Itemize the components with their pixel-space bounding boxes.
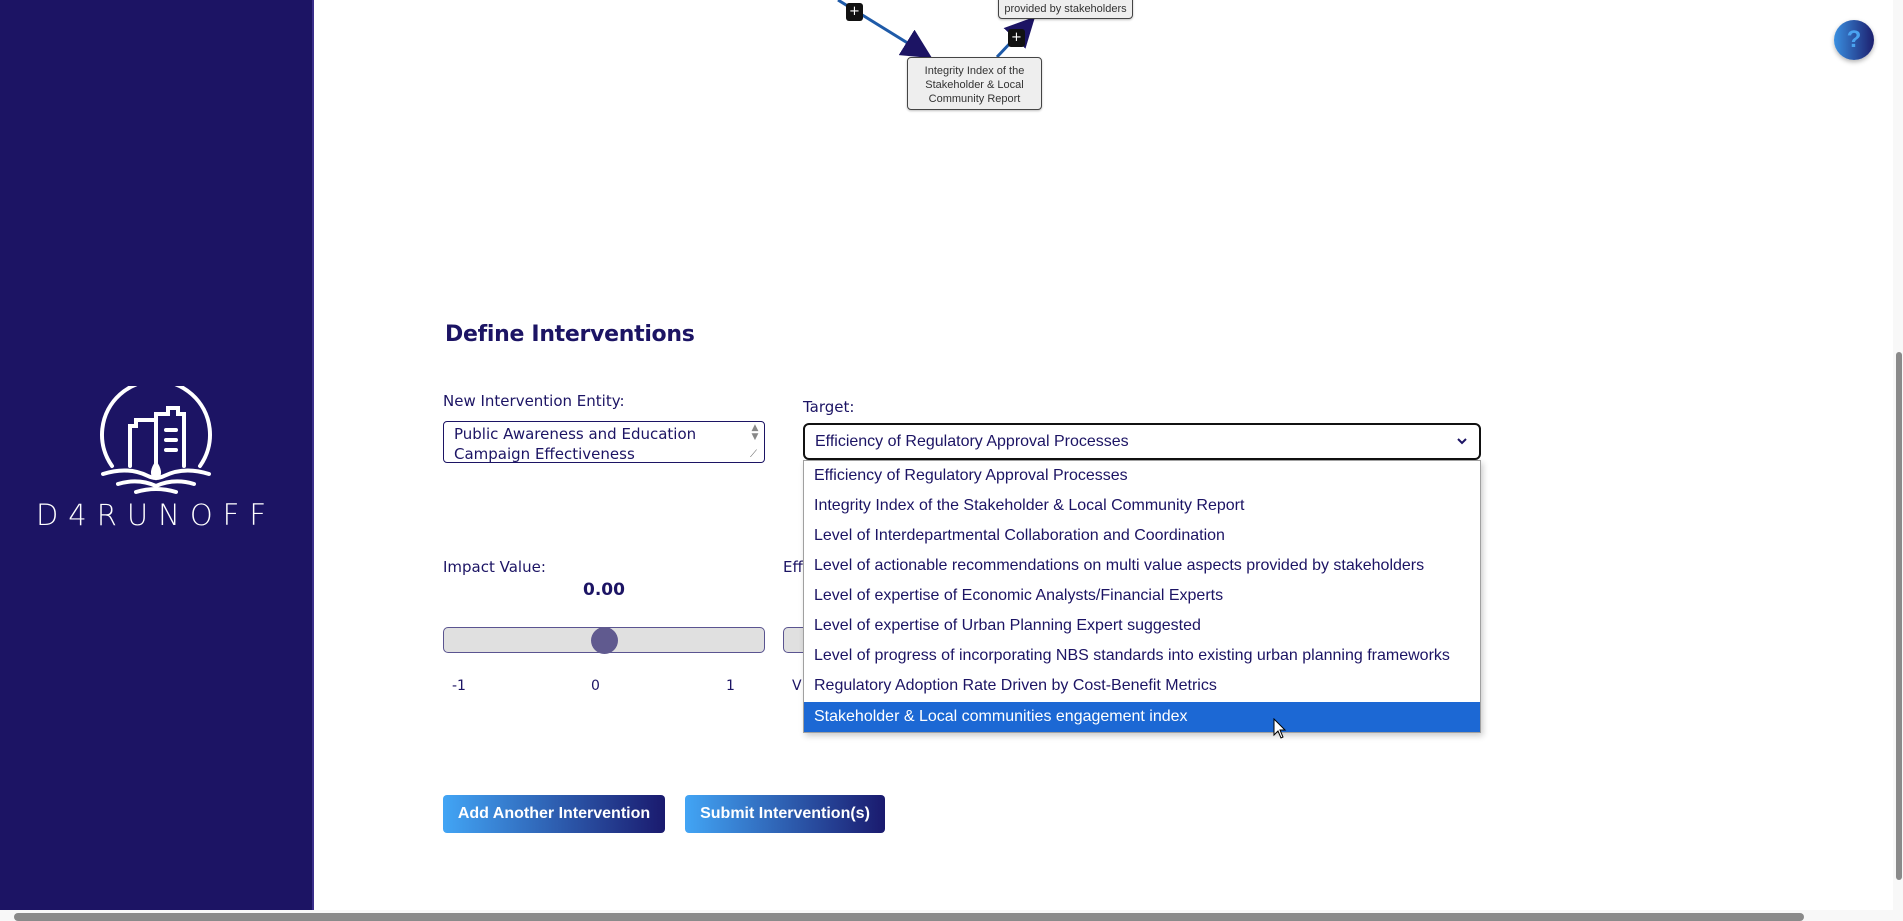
- diagram-node-integrity-index[interactable]: [907, 57, 1042, 110]
- effectiveness-label: Eff: [783, 558, 803, 576]
- horizontal-scrollbar-thumb[interactable]: [14, 913, 1804, 921]
- dropdown-option[interactable]: Efficiency of Regulatory Approval Processes: [814, 467, 1128, 484]
- vertical-scrollbar[interactable]: [1893, 0, 1903, 910]
- expand-edge-button[interactable]: +: [1008, 29, 1025, 47]
- impact-label: Impact Value:: [443, 558, 546, 576]
- dropdown-option[interactable]: Level of Interdepartmental Collaboration and Coordination: [814, 527, 1225, 544]
- effectiveness-tick-label: V: [792, 678, 802, 694]
- target-select[interactable]: [803, 423, 1481, 460]
- causal-diagram[interactable]: [0, 0, 1580, 130]
- sidebar: [0, 0, 314, 910]
- node-label: provided by stakeholders: [1004, 3, 1127, 15]
- target-dropdown-list[interactable]: [803, 460, 1481, 733]
- question-icon: ?: [1846, 26, 1862, 53]
- impact-min-label: -1: [452, 678, 466, 694]
- diagram-node-stakeholder-recommendations[interactable]: [998, 0, 1133, 19]
- submit-interventions-button[interactable]: Submit Intervention(s): [685, 795, 885, 833]
- dropdown-option[interactable]: Level of actionable recommendations on multi value aspects provided by stakeholders: [814, 557, 1425, 574]
- help-button[interactable]: [1834, 20, 1874, 60]
- impact-slider[interactable]: [443, 627, 765, 653]
- add-intervention-button[interactable]: Add Another Intervention: [443, 795, 665, 833]
- dropdown-option[interactable]: Level of expertise of Urban Planning Expert suggested: [814, 617, 1201, 634]
- horizontal-scrollbar[interactable]: [0, 910, 1903, 921]
- brand-name: D4RUNOFF: [35, 498, 277, 532]
- city-water-drop-logo-icon: [28, 386, 284, 496]
- dropdown-option[interactable]: Level of progress of incorporating NBS standards into existing urban planning frameworks: [814, 647, 1450, 664]
- diagram-edges: [0, 0, 1580, 130]
- target-selected-value: Efficiency of Regulatory Approval Processes: [815, 433, 1129, 450]
- expand-edge-button[interactable]: +: [846, 3, 863, 21]
- target-label: Target:: [803, 398, 855, 416]
- scroll-arrows-icon[interactable]: ▲ ▼: [751, 423, 759, 442]
- dropdown-option[interactable]: Level of expertise of Economic Analysts/Financial Experts: [814, 587, 1224, 604]
- dropdown-option[interactable]: Integrity Index of the Stakeholder & Local Community Report: [814, 497, 1245, 514]
- impact-max-label: 1: [726, 678, 735, 694]
- impact-slider-thumb[interactable]: [591, 627, 618, 654]
- impact-value-display: 0.00: [583, 580, 625, 600]
- entity-value: Public Awareness and Education Campaign Effectiveness: [454, 425, 697, 463]
- impact-mid-label: 0: [591, 678, 600, 694]
- chevron-down-icon: [1457, 436, 1467, 446]
- intervention-entity-textarea[interactable]: [443, 421, 765, 463]
- mouse-cursor-icon: [1273, 718, 1287, 740]
- section-title: Define Interventions: [445, 322, 695, 347]
- node-label-line: Integrity Index of the: [924, 65, 1025, 77]
- node-label-line: Community Report: [928, 93, 1021, 105]
- dropdown-option[interactable]: Regulatory Adoption Rate Driven by Cost-Benefit Metrics: [814, 677, 1217, 694]
- entity-label: New Intervention Entity:: [443, 392, 625, 410]
- brand-logo: [28, 386, 284, 532]
- dropdown-option-highlighted[interactable]: Stakeholder & Local communities engagement index: [804, 702, 1480, 732]
- node-label-line: Stakeholder & Local: [925, 79, 1024, 91]
- vertical-scrollbar-thumb[interactable]: [1896, 352, 1902, 880]
- resize-handle-icon[interactable]: ⟋: [750, 449, 757, 460]
